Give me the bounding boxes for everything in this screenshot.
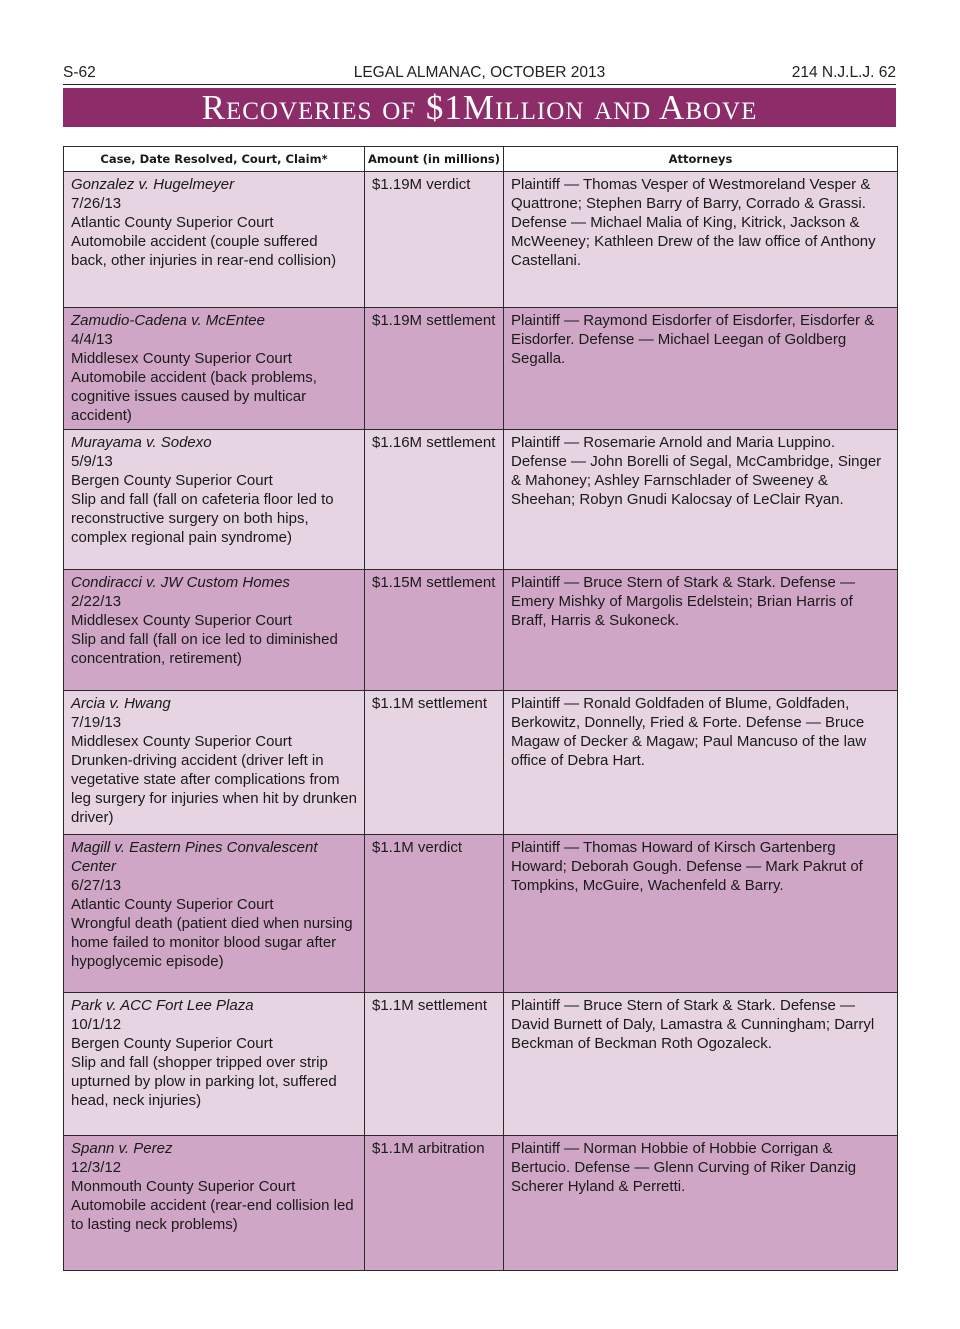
case-name: Murayama v. Sodexo: [71, 434, 212, 451]
table-header-row: [64, 147, 898, 172]
table-row: [64, 172, 898, 308]
attorneys-cell: Plaintiff — Thomas Howard of Kirsch Gartenberg Howard; Deborah Gough. Defense — Mark Pakrut of Tompkins, McGuire, Wachenfeld & Barry.: [504, 835, 898, 993]
amount-cell: $1.16M settlement: [365, 430, 504, 570]
issue-reference: 214 N.J.L.J. 62: [791, 64, 896, 81]
publication-title: LEGAL ALMANAC, OCTOBER 2013: [353, 64, 606, 81]
case-cell: [64, 835, 365, 993]
case-cell: [64, 172, 365, 308]
case-name: Condiracci v. JW Custom Homes: [71, 574, 290, 591]
attorneys-cell: Plaintiff — Raymond Eisdorfer of Eisdorfer, Eisdorfer & Eisdorfer. Defense — Michael Leegan of Goldberg Segalla.: [504, 308, 898, 430]
attorneys-cell: Plaintiff — Ronald Goldfaden of Blume, Goldfaden, Berkowitz, Donnelly, Fried & Forte. Defense — Bruce Magaw of Decker & Magaw; Paul Mancuso of the law office of Debra Hart.: [504, 691, 898, 835]
date-resolved: 10/1/12: [71, 1016, 122, 1033]
column-header-attorneys: Attorneys: [504, 147, 898, 172]
claim: Slip and fall (fall on cafeteria floor led to reconstructive surgery on both hips, complex regional pain syndrome): [71, 491, 334, 546]
table-row: [64, 691, 898, 835]
date-resolved: 12/3/12: [71, 1159, 122, 1176]
case-cell: [64, 430, 365, 570]
court: Bergen County Superior Court: [71, 1035, 273, 1052]
amount-cell: $1.19M verdict: [365, 172, 504, 308]
case-name: Park v. ACC Fort Lee Plaza: [71, 997, 254, 1014]
claim: Automobile accident (couple suffered back, other injuries in rear-end collision): [71, 233, 337, 269]
table-row: [64, 835, 898, 993]
court: Bergen County Superior Court: [71, 472, 273, 489]
date-resolved: 2/22/13: [71, 593, 122, 610]
amount-cell: $1.1M settlement: [365, 691, 504, 835]
court: Monmouth County Superior Court: [71, 1178, 296, 1195]
page-title: Recoveries of $1Million and Above: [63, 88, 896, 127]
court: Atlantic County Superior Court: [71, 214, 274, 231]
date-resolved: 5/9/13: [71, 453, 113, 470]
case-cell: [64, 308, 365, 430]
amount-cell: $1.15M settlement: [365, 570, 504, 691]
table-row: [64, 993, 898, 1136]
case-cell: [64, 691, 365, 835]
claim: Slip and fall (shopper tripped over strip upturned by plow in parking lot, suffered head, neck injuries): [71, 1054, 337, 1109]
attorneys-cell: Plaintiff — Thomas Vesper of Westmoreland Vesper & Quattrone; Stephen Barry of Barry, Corrado & Grassi. Defense — Michael Malia of King, Kitrick, Jackson & McWeeney; Kathleen Drew of the law office of Anthony Castellani.: [504, 172, 898, 308]
court: Middlesex County Superior Court: [71, 350, 292, 367]
amount-cell: $1.1M settlement: [365, 993, 504, 1136]
header-rule: [63, 84, 896, 85]
date-resolved: 7/19/13: [71, 714, 122, 731]
amount-cell: $1.19M settlement: [365, 308, 504, 430]
case-name: Magill v. Eastern Pines Convalescent Center: [71, 839, 318, 875]
table-row: [64, 308, 898, 430]
page-header: [63, 64, 896, 84]
attorneys-cell: Plaintiff — Bruce Stern of Stark & Stark. Defense — Emery Mishky of Margolis Edelstein; Brian Harris of Braff, Harris & Sukoneck.: [504, 570, 898, 691]
case-name: Gonzalez v. Hugelmeyer: [71, 176, 235, 193]
case-cell: [64, 570, 365, 691]
column-header-amount: Amount (in millions): [365, 147, 504, 172]
court: Middlesex County Superior Court: [71, 733, 292, 750]
claim: Drunken-driving accident (driver left in vegetative state after complications from leg surgery for injuries when hit by drunken driver): [71, 752, 357, 826]
claim: Automobile accident (back problems, cognitive issues caused by multicar accident): [71, 369, 317, 424]
claim: Automobile accident (rear-end collision led to lasting neck problems): [71, 1197, 354, 1233]
attorneys-cell: Plaintiff — Bruce Stern of Stark & Stark. Defense — David Burnett of Daly, Lamastra & Cunningham; Darryl Beckman of Beckman Roth Ogozaleck.: [504, 993, 898, 1136]
case-name: Zamudio-Cadena v. McEntee: [71, 312, 265, 329]
court: Middlesex County Superior Court: [71, 612, 292, 629]
court: Atlantic County Superior Court: [71, 896, 274, 913]
attorneys-cell: Plaintiff — Rosemarie Arnold and Maria Luppino. Defense — John Borelli of Segal, McCambridge, Singer & Mahoney; Ashley Farnschlader of Sweeney & Sheehan; Robyn Gnudi Kalocsay of LeClair Ryan.: [504, 430, 898, 570]
claim: Wrongful death (patient died when nursing home failed to monitor blood sugar after hypoglycemic episode): [71, 915, 353, 970]
recoveries-table: [63, 146, 898, 1271]
table-row: [64, 430, 898, 570]
case-cell: [64, 1136, 365, 1271]
amount-cell: $1.1M arbitration: [365, 1136, 504, 1271]
amount-cell: $1.1M verdict: [365, 835, 504, 993]
claim: Slip and fall (fall on ice led to diminished concentration, retirement): [71, 631, 338, 667]
date-resolved: 4/4/13: [71, 331, 113, 348]
table-row: [64, 570, 898, 691]
attorneys-cell: Plaintiff — Norman Hobbie of Hobbie Corrigan & Bertucio. Defense — Glenn Curving of Riker Danzig Scherer Hyland & Perretti.: [504, 1136, 898, 1271]
date-resolved: 7/26/13: [71, 195, 122, 212]
page-number: S-62: [63, 64, 96, 81]
case-cell: [64, 993, 365, 1136]
case-name: Spann v. Perez: [71, 1140, 173, 1157]
date-resolved: 6/27/13: [71, 877, 122, 894]
case-name: Arcia v. Hwang: [71, 695, 171, 712]
column-header-case: Case, Date Resolved, Court, Claim*: [64, 147, 365, 172]
table-row: [64, 1136, 898, 1271]
